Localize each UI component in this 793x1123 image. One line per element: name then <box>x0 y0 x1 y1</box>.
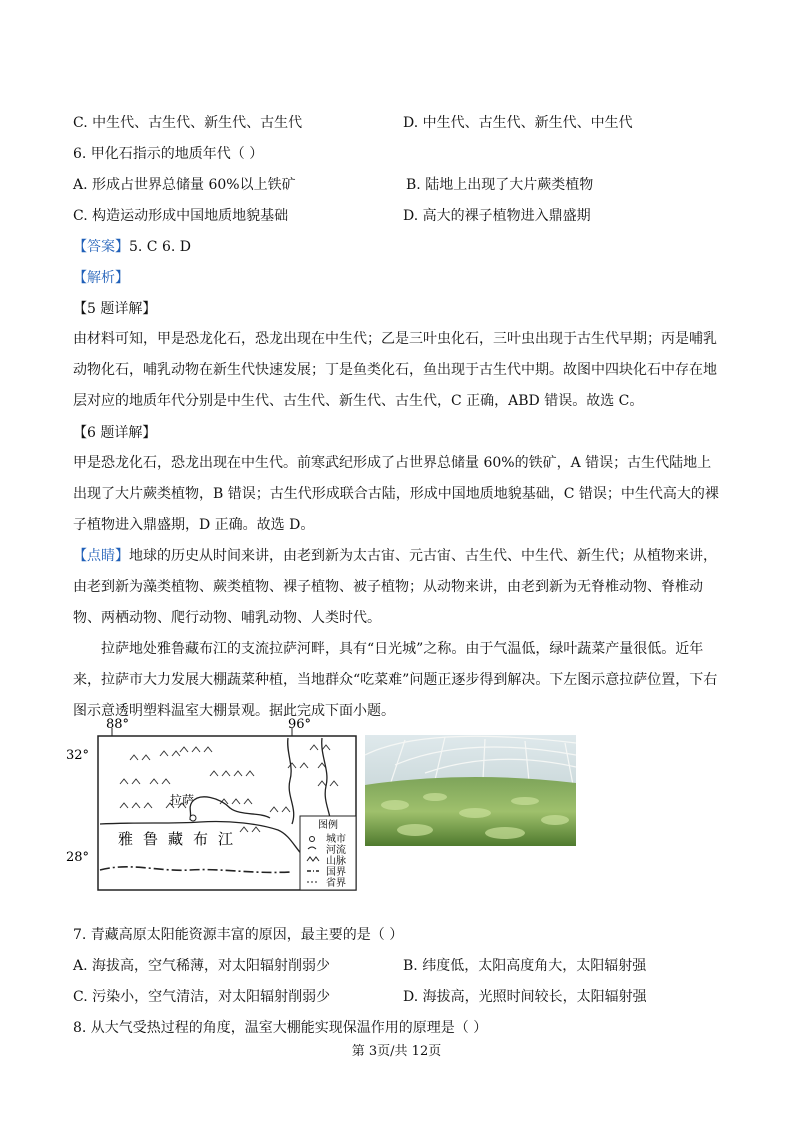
legend-item: 省界 <box>326 878 346 889</box>
q5-option-c: C. 中生代、古生代、新生代、古生代 <box>73 115 303 131</box>
page-footer: 第 3页/共 12页 <box>351 1044 442 1059</box>
lon-right-label: 96° <box>288 717 312 732</box>
legend-item: 国界 <box>326 867 346 878</box>
detail6-label: 【6 题详解】 <box>73 425 157 441</box>
tip-paragraph <box>73 541 721 634</box>
greenhouse-photo <box>365 735 576 846</box>
q7-option-a: A. 海拔高，空气稀薄，对太阳辐射削弱少 <box>73 958 331 974</box>
detail5-text: 由材料可知，甲是恐龙化石，恐龙出现在中生代；乙是三叶虫化石，三叶虫出现于古生代早期；丙是哺乳动物化石，哺乳动物在新生代快速发展；丁是鱼类化石，鱼出现于古生代中期。故图中四块化石中存在地层对应的地质年代分别是中生代、古生代、新生代、古生代，C 正确，ABD 错误。故选 C。 <box>73 331 717 409</box>
analysis-label: 【解析】 <box>73 270 129 286</box>
q5-option-d: D. 中生代、古生代、新生代、中生代 <box>403 115 633 131</box>
q7-option-c: C. 污染小，空气清洁，对太阳辐射削弱少 <box>73 989 331 1005</box>
tip-text: 地球的历史从时间来讲，由老到新为太古宙、元古宙、古生代、中生代、新生代；从植物来讲，由老到新为藻类植物、蕨类植物、裸子植物、被子植物；从动物来讲，由老到新为无脊椎动物、脊椎动物、两栖动物、爬行动物、哺乳动物、人类时代。 <box>73 548 717 626</box>
lon-left-label: 88° <box>106 717 130 732</box>
q6-stem: 6. 甲化石指示的地质年代（ ） <box>73 146 264 162</box>
q7-option-d: D. 海拔高，光照时间较长，太阳辐射强 <box>403 989 647 1005</box>
lhasa-label: 拉萨 <box>170 793 195 807</box>
legend-title: 图例 <box>318 820 338 831</box>
river-label: 雅鲁藏布江 <box>118 830 244 848</box>
q7-option-b: B. 纬度低，太阳高度角大，太阳辐射强 <box>403 958 647 974</box>
q6-option-b: B. 陆地上出现了大片蕨类植物 <box>406 177 594 193</box>
q7-stem: 7. 青藏高原太阳能资源丰富的原因，最主要的是（ ） <box>73 927 404 943</box>
detail5-label: 【5 题详解】 <box>73 301 157 317</box>
legend-item: 城市 <box>326 834 346 845</box>
lat-bottom-label: 28° <box>66 850 90 865</box>
legend-item: 河流 <box>326 845 346 856</box>
lhasa-location-map <box>60 712 360 898</box>
answer-line <box>73 237 191 257</box>
answer-label: 【答案】 <box>73 239 129 255</box>
material-paragraph: 拉萨地处雅鲁藏布江的支流拉萨河畔，具有“日光城”之称。由于气温低，绿叶蔬菜产量很低。近年来，拉萨市大力发展大棚蔬菜种植，当地群众“吃菜难”问题正逐步得到解决。下左图示意拉萨位置，下右图示意透明塑料温室大棚景观。据此完成下面小题。 <box>73 641 718 719</box>
tip-label: 【点睛】 <box>73 548 129 564</box>
q6-option-a: A. 形成占世界总储量 60%以上铁矿 <box>73 177 296 193</box>
q6-option-d: D. 高大的裸子植物进入鼎盛期 <box>403 208 591 224</box>
q8-stem: 8. 从大气受热过程的角度，温室大棚能实现保温作用的原理是（ ） <box>73 1020 488 1036</box>
lhasa-marker <box>190 815 196 821</box>
detail6-text: 甲是恐龙化石，恐龙出现在中生代。前寒武纪形成了占世界总储量 60%的铁矿，A 错误；古生代陆地上出现了大片蕨类植物，B 错误；古生代形成联合古陆，形成中国地质地貌基础，C 错误；中生代高大的裸子植物进入鼎盛期，D 正确。故选 D。 <box>73 455 719 533</box>
lat-top-label: 32° <box>66 748 90 763</box>
answer-text: 5. C 6. D <box>129 239 192 255</box>
legend-item: 山脉 <box>326 856 346 867</box>
q6-option-c: C. 构造运动形成中国地质地貌基础 <box>73 208 289 224</box>
